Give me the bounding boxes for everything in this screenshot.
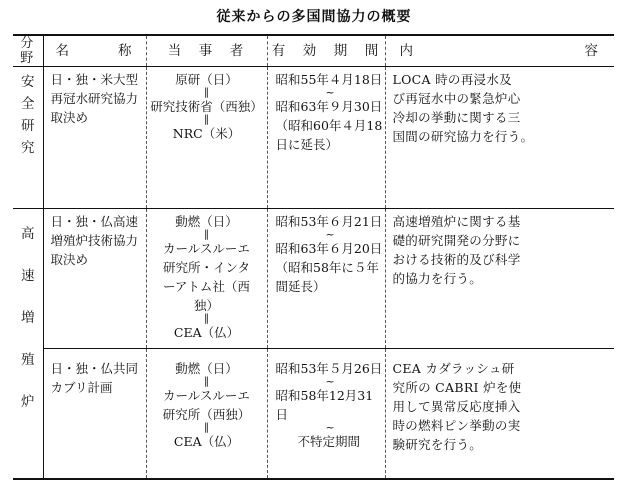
party-line: ーアトム社（西 <box>163 279 250 294</box>
double-bar-icon: ‖ <box>204 114 209 125</box>
party-line: カールスルーエ <box>163 388 250 403</box>
parties-cell <box>146 67 267 209</box>
header-content <box>385 35 614 67</box>
name-line: 取決め <box>50 110 89 125</box>
period-note: 日に延長） <box>275 137 339 152</box>
content-line: び再冠水中の緊急炉心 <box>392 91 521 106</box>
header-parties: 当 事 者 <box>146 35 267 67</box>
header-field-char-2: 野 <box>20 51 36 66</box>
header-field-char-1: 分 <box>20 36 36 51</box>
parties-cell <box>146 209 267 349</box>
header-name-char-1: 名 <box>55 42 71 59</box>
period-from: 昭和53年６月21日 <box>275 214 383 229</box>
party-line: 動燃（日） <box>175 361 238 376</box>
period-cell <box>267 349 385 479</box>
party-line: 研究所（西独） <box>162 407 251 422</box>
tilde-icon: ~ <box>325 228 335 241</box>
party-line: CEA（仏） <box>173 325 240 340</box>
period-to: 昭和58年12月31日 <box>275 388 374 422</box>
field-char: 炉 <box>21 394 35 410</box>
name-cell <box>43 349 146 479</box>
content-line: 高速増殖炉に関する基 <box>392 214 521 229</box>
name-line: 日・独・仏共同 <box>50 361 139 376</box>
content-line: LOCA 時の再浸水及 <box>392 72 512 87</box>
content-line: 礎的研究開発の分野に <box>392 233 521 248</box>
parties-cell <box>146 349 267 479</box>
party-line: 原研（日） <box>175 72 238 87</box>
party-line: カールスルーエ <box>163 241 250 256</box>
cooperation-table <box>13 34 614 480</box>
content-line: 用して異常反応度挿入 <box>392 399 521 414</box>
double-bar-icon: ‖ <box>204 87 209 98</box>
period-cell <box>267 67 385 209</box>
name-line: 再冠水研究協力 <box>50 91 139 106</box>
name-line: カブリ計画 <box>50 380 113 395</box>
table-row <box>13 349 614 479</box>
field-char: 速 <box>21 268 35 284</box>
header-content-char-1: 内 <box>399 42 415 59</box>
name-line: 増殖炉技術協力 <box>50 233 139 248</box>
field-safety-research <box>13 67 43 209</box>
party-line: 研究技術省（西独） <box>150 99 263 114</box>
field-char: 研 <box>21 118 35 134</box>
name-line: 日・独・米大型 <box>50 72 139 87</box>
double-bar-icon: ‖ <box>204 313 209 324</box>
tilde-icon: ~ <box>325 421 335 434</box>
content-line: CEA カダラッシュ研 <box>392 361 515 376</box>
double-bar-icon: ‖ <box>204 229 209 240</box>
party-line: NRC（米） <box>172 126 241 141</box>
header-field <box>13 35 43 67</box>
header-content-char-2: 容 <box>584 42 600 59</box>
period-to: 昭和63年６月20日 <box>275 241 383 256</box>
name-cell <box>43 209 146 349</box>
content-cell <box>385 209 614 349</box>
table-row <box>13 67 614 209</box>
party-line: 動燃（日） <box>175 214 238 229</box>
period-from: 昭和53年５月26日 <box>275 361 383 376</box>
period-note: （昭和60年４月18 <box>275 118 383 133</box>
table-title: 従来からの多国間協力の概要 <box>216 9 412 25</box>
content-line: 究所の CABRI 炉を使 <box>392 380 522 395</box>
field-char: 全 <box>21 96 35 112</box>
period-cell <box>267 209 385 349</box>
table-row <box>13 209 614 349</box>
party-line: 研究所・インタ <box>162 260 250 275</box>
period-from: 昭和55年４月18日 <box>275 72 383 87</box>
field-char: 殖 <box>21 352 35 368</box>
double-bar-icon: ‖ <box>204 376 209 387</box>
header-name <box>43 35 146 67</box>
content-line: 験研究を行う。 <box>392 437 483 452</box>
period-note: （昭和58年に５年 <box>275 260 379 275</box>
period-note: 不特定期間 <box>297 434 361 449</box>
party-line: CEA（仏） <box>173 434 240 449</box>
content-line: 時の燃料ピン挙動の実 <box>392 418 521 433</box>
tilde-icon: ~ <box>325 86 335 99</box>
content-line: 国間の研究協力を行う。 <box>392 129 534 144</box>
header-period: 有 効 期 間 <box>267 35 385 67</box>
content-line: おける技術的及び科学 <box>392 252 521 267</box>
content-line: 冷却の挙動に関する三 <box>392 110 521 125</box>
header-row <box>13 35 614 67</box>
name-line: 日・独・仏高速 <box>50 214 139 229</box>
name-line: 取決め <box>50 252 89 267</box>
field-char: 安 <box>21 74 35 90</box>
party-line: 独） <box>193 298 219 313</box>
double-bar-icon: ‖ <box>204 422 209 433</box>
header-name-char-2: 称 <box>118 42 134 59</box>
field-fast-breeder-reactor <box>13 209 43 479</box>
content-cell <box>385 67 614 209</box>
content-cell <box>385 349 614 479</box>
name-cell <box>43 67 146 209</box>
content-line: 的協力を行う。 <box>392 271 483 286</box>
field-char: 高 <box>21 226 35 242</box>
field-char: 増 <box>21 310 35 326</box>
period-to: 昭和63年９月30日 <box>275 99 383 114</box>
tilde-icon: ~ <box>325 375 335 388</box>
field-char: 究 <box>21 140 35 156</box>
period-note: 間延長） <box>275 279 326 294</box>
